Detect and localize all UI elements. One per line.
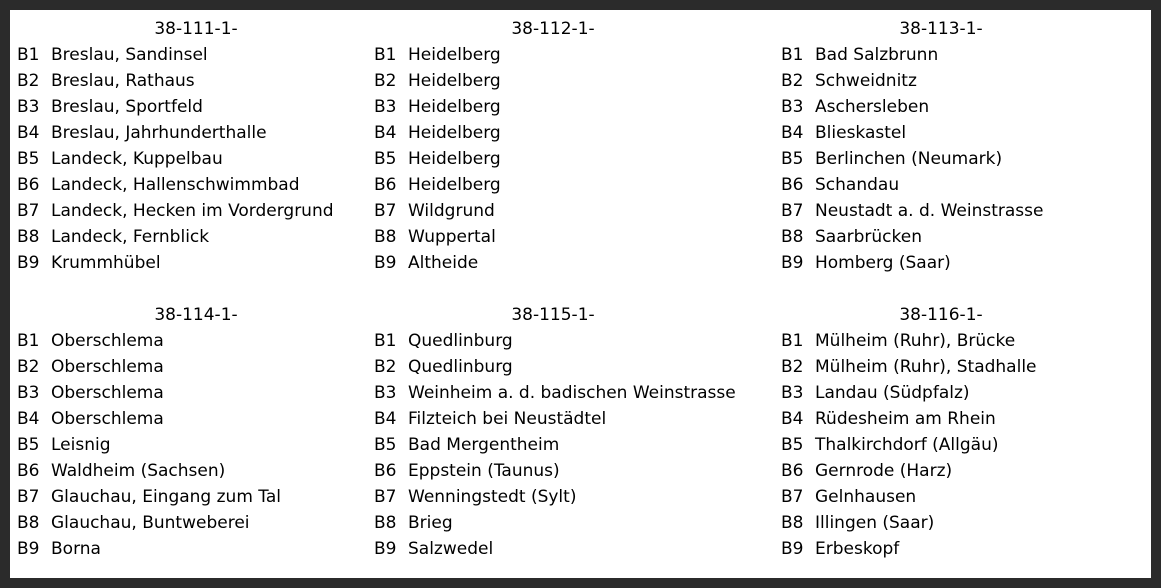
item-code: B3	[374, 383, 397, 403]
group-38-115-1	[374, 302, 774, 562]
list-item	[781, 224, 1141, 250]
item-code: B7	[374, 201, 397, 221]
item-code: B8	[781, 513, 804, 533]
list-item	[17, 120, 357, 146]
item-place: Quedlinburg	[408, 331, 513, 351]
item-place: Quedlinburg	[408, 357, 513, 377]
item-place: Aschersleben	[815, 97, 930, 117]
group-38-113-1	[781, 16, 1141, 276]
item-place: Glauchau, Eingang zum Tal	[51, 487, 281, 507]
item-code: B4	[781, 409, 804, 429]
item-place: Breslau, Jahrhunderthalle	[51, 123, 267, 143]
item-code: B1	[781, 331, 804, 351]
item-code: B1	[17, 331, 40, 351]
list-item	[17, 484, 357, 510]
item-code: B4	[781, 123, 804, 143]
group-title: 38-113-1-	[899, 19, 983, 39]
list-item	[374, 536, 774, 562]
item-code: B7	[781, 201, 804, 221]
list-item	[781, 120, 1141, 146]
list-item	[17, 354, 357, 380]
item-place: Schandau	[815, 175, 900, 195]
item-code: B1	[374, 331, 397, 351]
list-item	[374, 146, 774, 172]
list-item	[374, 42, 774, 68]
item-place: Schweidnitz	[815, 71, 917, 91]
list-item	[17, 380, 357, 406]
item-place: Brieg	[408, 513, 453, 533]
list-item	[781, 146, 1141, 172]
item-place: Heidelberg	[408, 123, 501, 143]
list-item	[781, 68, 1141, 94]
item-code: B3	[374, 97, 397, 117]
item-code: B7	[17, 201, 40, 221]
item-code: B5	[17, 149, 40, 169]
item-code: B4	[17, 409, 40, 429]
item-place: Mülheim (Ruhr), Brücke	[815, 331, 1016, 351]
list-item	[781, 510, 1141, 536]
item-code: B2	[374, 71, 397, 91]
item-code: B9	[781, 539, 804, 559]
item-place: Thalkirchdorf (Allgäu)	[815, 435, 999, 455]
item-place: Altheide	[408, 253, 479, 273]
item-place: Oberschlema	[51, 409, 164, 429]
list-item	[781, 328, 1141, 354]
item-code: B2	[781, 71, 804, 91]
item-place: Landeck, Hallenschwimmbad	[51, 175, 300, 195]
item-place: Erbeskopf	[815, 539, 900, 559]
list-item	[17, 328, 357, 354]
item-code: B4	[374, 123, 397, 143]
item-code: B6	[374, 175, 397, 195]
item-place: Saarbrücken	[815, 227, 922, 247]
item-place: Blieskastel	[815, 123, 907, 143]
list-item	[17, 68, 357, 94]
item-code: B4	[17, 123, 40, 143]
item-place: Berlinchen (Neumark)	[815, 149, 1003, 169]
list-item	[374, 510, 774, 536]
list-item	[374, 458, 774, 484]
item-place: Bad Salzbrunn	[815, 45, 939, 65]
list-item	[17, 172, 357, 198]
item-code: B3	[17, 97, 40, 117]
item-code: B3	[781, 97, 804, 117]
item-code: B7	[374, 487, 397, 507]
list-item	[781, 458, 1141, 484]
item-place: Bad Mergentheim	[408, 435, 560, 455]
list-item	[374, 68, 774, 94]
list-item	[781, 172, 1141, 198]
group-title: 38-112-1-	[511, 19, 595, 39]
list-item	[374, 406, 774, 432]
item-place: Oberschlema	[51, 383, 164, 403]
group-title: 38-115-1-	[511, 305, 595, 325]
group-title: 38-116-1-	[899, 305, 983, 325]
item-place: Mülheim (Ruhr), Stadhalle	[815, 357, 1037, 377]
list-item	[17, 42, 357, 68]
list-item	[374, 484, 774, 510]
item-place: Heidelberg	[408, 149, 501, 169]
list-item	[781, 250, 1141, 276]
item-code: B6	[17, 461, 40, 481]
list-item	[17, 510, 357, 536]
item-place: Breslau, Sandinsel	[51, 45, 208, 65]
item-place: Illingen (Saar)	[815, 513, 935, 533]
list-item	[374, 250, 774, 276]
group-38-112-1	[374, 16, 774, 276]
item-place: Homberg (Saar)	[815, 253, 951, 273]
list-item	[781, 94, 1141, 120]
item-place: Heidelberg	[408, 71, 501, 91]
list-item	[781, 536, 1141, 562]
item-place: Wenningstedt (Sylt)	[408, 487, 577, 507]
item-place: Gelnhausen	[815, 487, 917, 507]
item-code: B5	[17, 435, 40, 455]
item-code: B7	[17, 487, 40, 507]
item-code: B8	[374, 513, 397, 533]
list-item	[374, 432, 774, 458]
document-sheet	[10, 10, 1151, 578]
item-code: B8	[17, 227, 40, 247]
item-code: B1	[781, 45, 804, 65]
item-code: B2	[17, 357, 40, 377]
group-title: 38-114-1-	[154, 305, 238, 325]
item-place: Wildgrund	[408, 201, 495, 221]
item-place: Wuppertal	[408, 227, 496, 247]
item-place: Rüdesheim am Rhein	[815, 409, 996, 429]
item-code: B4	[374, 409, 397, 429]
item-code: B9	[17, 253, 40, 273]
item-place: Landau (Südpfalz)	[815, 383, 970, 403]
item-code: B2	[781, 357, 804, 377]
list-item	[17, 536, 357, 562]
list-item	[17, 224, 357, 250]
list-item	[17, 458, 357, 484]
item-code: B5	[374, 149, 397, 169]
item-code: B3	[781, 383, 804, 403]
item-place: Glauchau, Buntweberei	[51, 513, 250, 533]
list-item	[374, 354, 774, 380]
list-item	[781, 42, 1141, 68]
item-code: B5	[781, 435, 804, 455]
item-place: Landeck, Hecken im Vordergrund	[51, 201, 334, 221]
list-item	[374, 380, 774, 406]
list-item	[781, 198, 1141, 224]
item-place: Salzwedel	[408, 539, 494, 559]
item-code: B8	[781, 227, 804, 247]
list-item	[17, 432, 357, 458]
list-item	[781, 380, 1141, 406]
list-item	[374, 328, 774, 354]
item-place: Heidelberg	[408, 97, 501, 117]
item-place: Leisnig	[51, 435, 111, 455]
list-item	[374, 94, 774, 120]
item-code: B1	[17, 45, 40, 65]
item-code: B1	[374, 45, 397, 65]
item-place: Landeck, Fernblick	[51, 227, 210, 247]
group-38-116-1	[781, 302, 1141, 562]
list-item	[374, 224, 774, 250]
list-item	[17, 250, 357, 276]
item-code: B8	[374, 227, 397, 247]
item-code: B6	[781, 175, 804, 195]
item-place: Weinheim a. d. badischen Weinstrasse	[408, 383, 736, 403]
item-place: Borna	[51, 539, 101, 559]
item-code: B3	[17, 383, 40, 403]
item-place: Oberschlema	[51, 357, 164, 377]
item-code: B9	[374, 539, 397, 559]
list-item	[374, 120, 774, 146]
item-code: B6	[781, 461, 804, 481]
item-code: B9	[374, 253, 397, 273]
list-item	[781, 354, 1141, 380]
item-place: Breslau, Sportfeld	[51, 97, 203, 117]
item-code: B6	[17, 175, 40, 195]
item-code: B5	[374, 435, 397, 455]
item-code: B2	[374, 357, 397, 377]
item-place: Filzteich bei Neustädtel	[408, 409, 607, 429]
item-code: B5	[781, 149, 804, 169]
item-code: B9	[781, 253, 804, 273]
list-item	[781, 484, 1141, 510]
list-item	[17, 146, 357, 172]
group-title: 38-111-1-	[154, 19, 238, 39]
item-code: B7	[781, 487, 804, 507]
item-code: B8	[17, 513, 40, 533]
item-place: Krummhübel	[51, 253, 161, 273]
list-item	[374, 172, 774, 198]
list-item	[781, 432, 1141, 458]
item-place: Eppstein (Taunus)	[408, 461, 560, 481]
item-place: Neustadt a. d. Weinstrasse	[815, 201, 1044, 221]
item-place: Oberschlema	[51, 331, 164, 351]
list-item	[781, 406, 1141, 432]
item-place: Waldheim (Sachsen)	[51, 461, 226, 481]
group-38-114-1	[17, 302, 357, 562]
item-place: Landeck, Kuppelbau	[51, 149, 223, 169]
item-code: B2	[17, 71, 40, 91]
list-item	[17, 94, 357, 120]
item-code: B6	[374, 461, 397, 481]
list-item	[17, 198, 357, 224]
item-place: Gernrode (Harz)	[815, 461, 953, 481]
item-place: Breslau, Rathaus	[51, 71, 195, 91]
item-place: Heidelberg	[408, 45, 501, 65]
list-item	[374, 198, 774, 224]
item-place: Heidelberg	[408, 175, 501, 195]
group-38-111-1	[17, 16, 357, 276]
item-code: B9	[17, 539, 40, 559]
list-item	[17, 406, 357, 432]
